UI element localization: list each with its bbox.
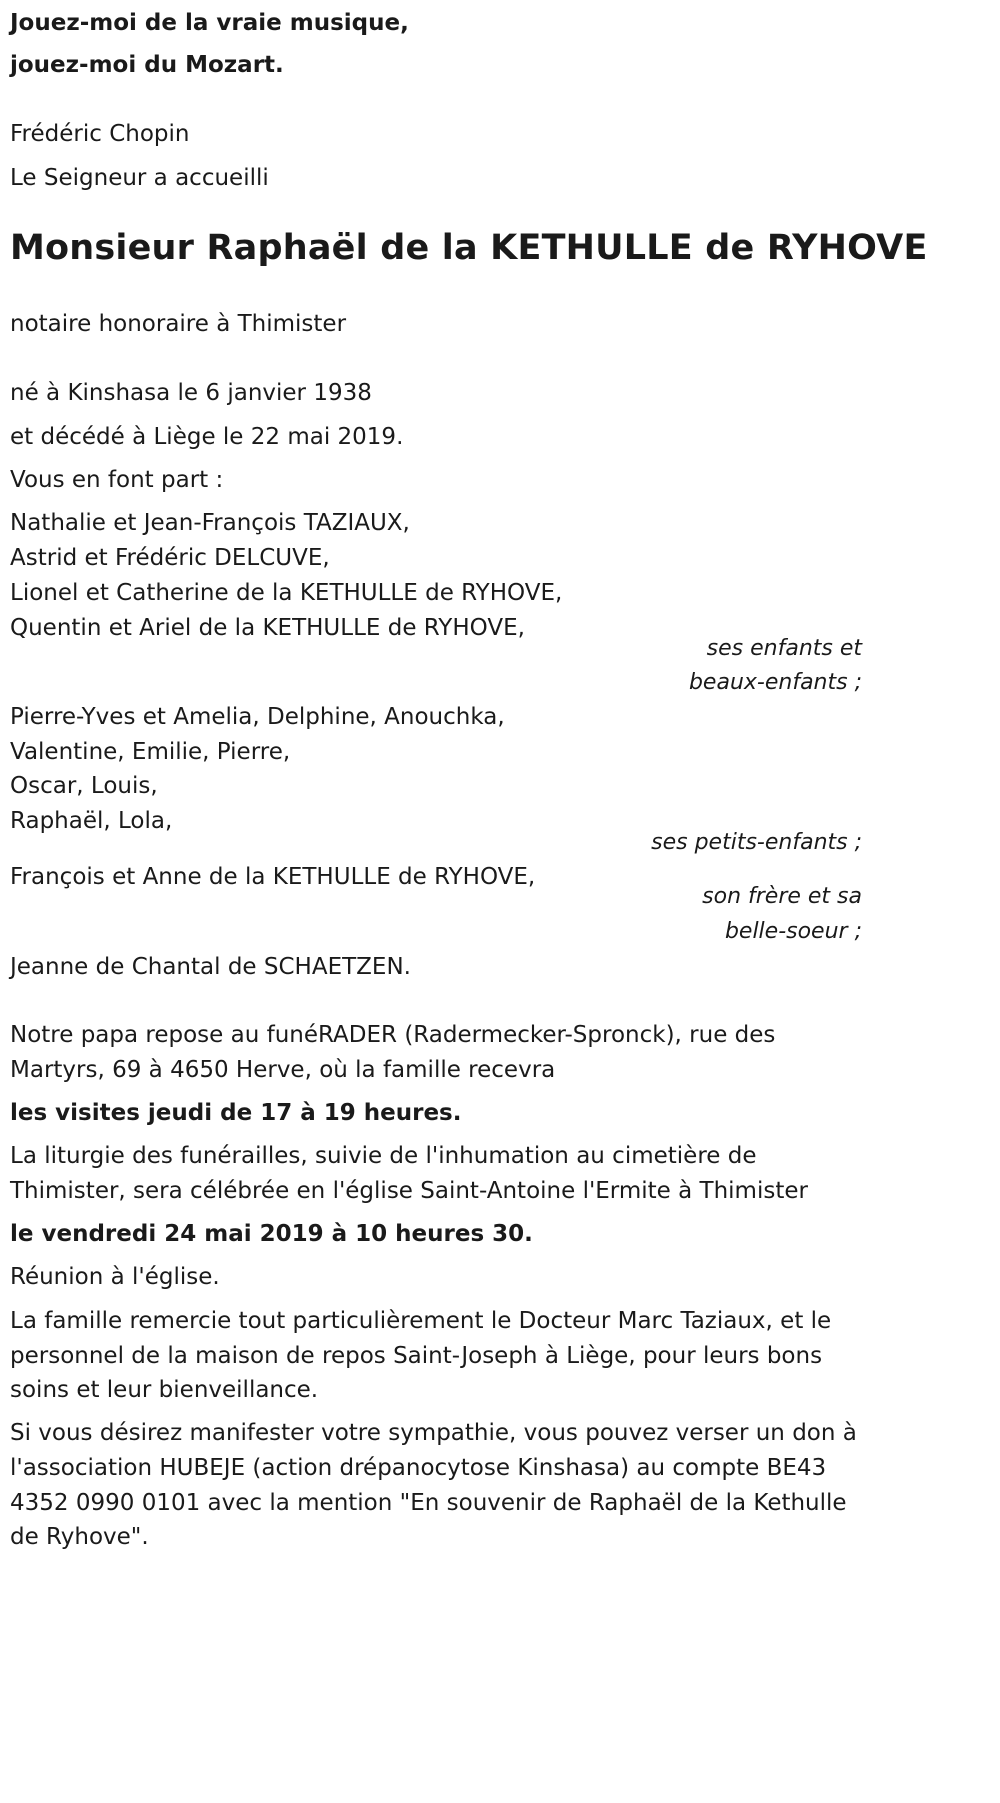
deceased-name: Monsieur Raphaël de la KETHULLE de RYHOVE [10, 228, 928, 268]
intro-text: Le Seigneur a accueilli [10, 165, 269, 191]
children-relation: beaux-enfants ; [688, 670, 862, 695]
birth-line: né à Kinshasa le 6 janvier 1938 [10, 380, 372, 406]
donation-text: Si vous désirez manifester votre sympathie, vous pouvez verser un don à [10, 1420, 857, 1446]
children-name: Quentin et Ariel de la KETHULLE de RYHOVE, [10, 615, 525, 641]
children-name: Astrid et Frédéric DELCUVE, [10, 545, 330, 571]
quote-author: Frédéric Chopin [10, 121, 190, 147]
liturgy-text: Thimister, sera célébrée en l'église Saint-Antoine l'Ermite à Thimister [10, 1178, 808, 1204]
sibling-relation: son frère et sa [702, 884, 862, 909]
deceased-title: notaire honoraire à Thimister [10, 311, 347, 337]
other-relative: Jeanne de Chantal de SCHAETZEN. [10, 954, 411, 980]
grandchildren-name: Pierre-Yves et Amelia, Delphine, Anouchka, [10, 704, 505, 730]
thanks-text: La famille remercie tout particulièrement le Docteur Marc Taziaux, et le [10, 1308, 832, 1334]
quote-line-2: jouez-moi du Mozart. [10, 52, 284, 78]
death-line: et décédé à Liège le 22 mai 2019. [10, 424, 404, 450]
children-name: Lionel et Catherine de la KETHULLE de RYHOVE, [10, 580, 563, 606]
liturgy-text: La liturgie des funérailles, suivie de l'inhumation au cimetière de [10, 1143, 757, 1169]
sibling-name: François et Anne de la KETHULLE de RYHOVE, [10, 864, 536, 890]
donation-text: l'association HUBEJE (action drépanocytose Kinshasa) au compte BE43 [10, 1455, 827, 1481]
announce-line: Vous en font part : [10, 467, 224, 493]
meeting-text: Réunion à l'église. [10, 1264, 220, 1290]
donation-text: de Ryhove". [10, 1524, 149, 1550]
donation-text: 4352 0990 0101 avec la mention "En souvenir de Raphaël de la Kethulle [10, 1490, 847, 1516]
grandchildren-relation: ses petits-enfants ; [651, 830, 862, 855]
visit-hours: les visites jeudi de 17 à 19 heures. [10, 1100, 462, 1126]
liturgy-date: le vendredi 24 mai 2019 à 10 heures 30. [10, 1221, 533, 1247]
thanks-text: soins et leur bienveillance. [10, 1377, 319, 1403]
grandchildren-name: Valentine, Emilie, Pierre, [10, 739, 291, 765]
grandchildren-name: Oscar, Louis, [10, 773, 158, 799]
grandchildren-name: Raphaël, Lola, [10, 808, 173, 834]
children-relation: ses enfants et [706, 636, 862, 661]
sibling-relation: belle-soeur ; [724, 919, 862, 944]
visit-text: Martyrs, 69 à 4650 Herve, où la famille recevra [10, 1057, 556, 1083]
visit-text: Notre papa repose au funéRADER (Radermecker-Spronck), rue des [10, 1022, 776, 1048]
thanks-text: personnel de la maison de repos Saint-Joseph à Liège, pour leurs bons [10, 1343, 823, 1369]
quote-line-1: Jouez-moi de la vraie musique, [10, 10, 409, 36]
children-name: Nathalie et Jean-François TAZIAUX, [10, 510, 410, 536]
